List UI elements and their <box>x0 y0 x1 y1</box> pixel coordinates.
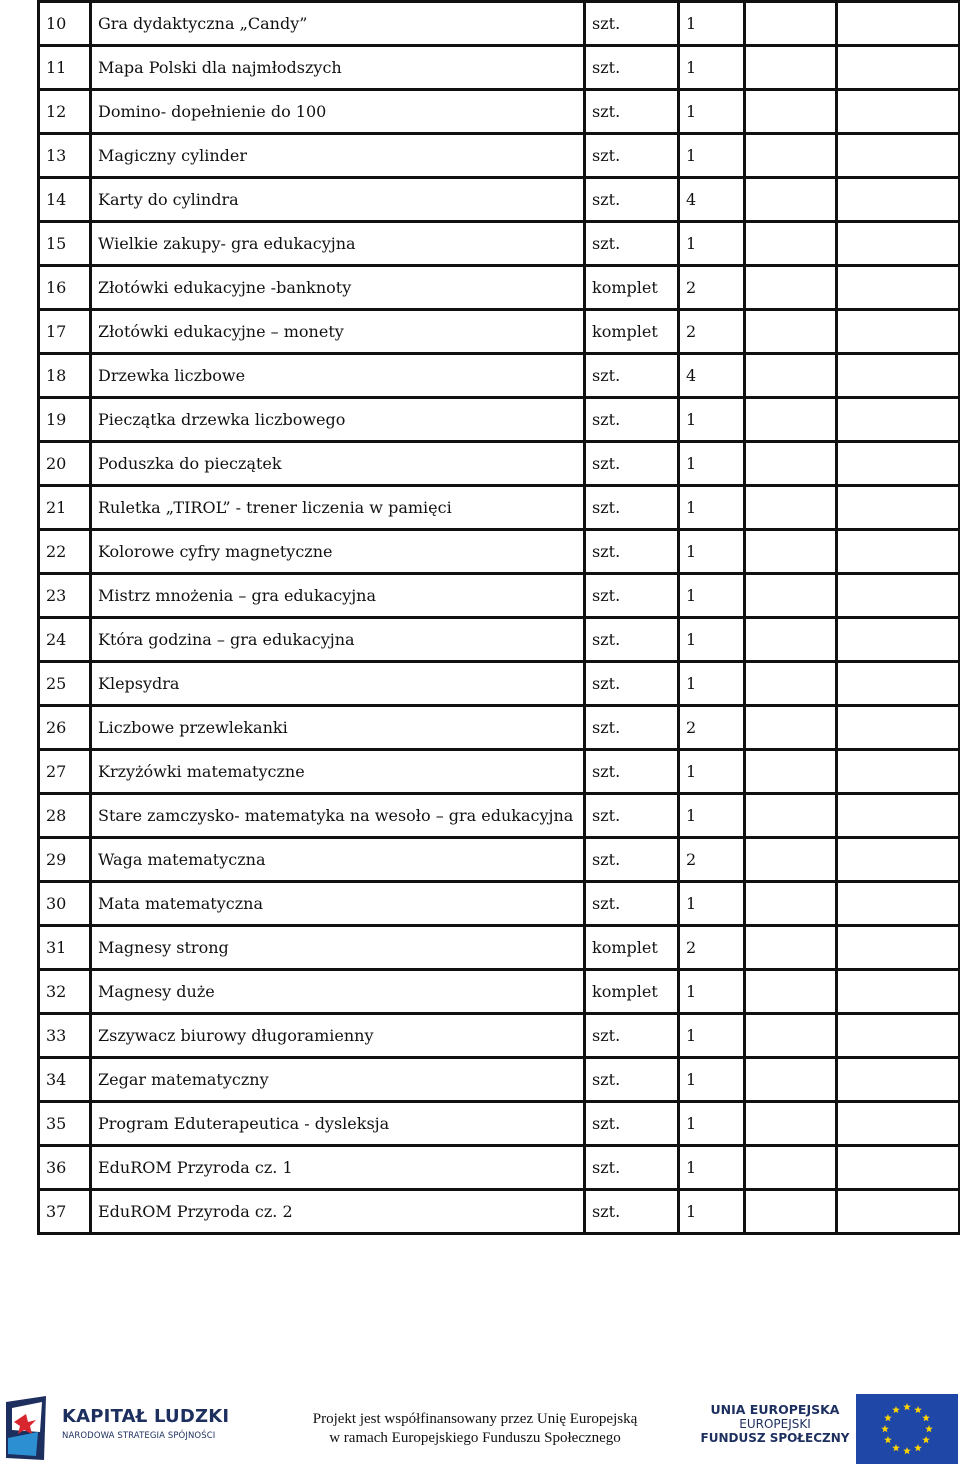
cell-empty <box>837 266 960 310</box>
funding-note <box>290 1410 660 1448</box>
cell-quantity: 1 <box>679 530 745 574</box>
table-row <box>39 750 960 794</box>
cell-empty <box>837 178 960 222</box>
cell-item-name: Pieczątka drzewka liczbowego <box>91 398 585 442</box>
cell-item-name: Gra dydaktyczna „Candy” <box>91 2 585 46</box>
cell-item-name: Klepsydra <box>91 662 585 706</box>
cell-empty <box>837 1190 960 1234</box>
cell-unit: szt. <box>585 90 679 134</box>
table-row <box>39 926 960 970</box>
cell-empty <box>745 882 837 926</box>
cell-unit: szt. <box>585 662 679 706</box>
cell-empty <box>837 1146 960 1190</box>
table-row <box>39 1146 960 1190</box>
funding-line-2: w ramach Europejskiego Funduszu Społecznego <box>329 1430 621 1446</box>
table-row <box>39 2 960 46</box>
eu-line-1: UNIA EUROPEJSKA <box>710 1402 840 1417</box>
cell-unit: szt. <box>585 838 679 882</box>
table-row <box>39 486 960 530</box>
cell-item-name: Wielkie zakupy- gra edukacyjna <box>91 222 585 266</box>
cell-number: 32 <box>39 970 91 1014</box>
cell-number: 31 <box>39 926 91 970</box>
cell-item-name: Domino- dopełnienie do 100 <box>91 90 585 134</box>
cell-item-name: Stare zamczysko- matematyka na wesoło – gra edukacyjna <box>91 794 585 838</box>
eu-fund-label <box>700 1402 850 1446</box>
cell-empty <box>745 706 837 750</box>
cell-unit: szt. <box>585 618 679 662</box>
cell-unit: szt. <box>585 750 679 794</box>
cell-item-name: Kolorowe cyfry magnetyczne <box>91 530 585 574</box>
cell-quantity: 2 <box>679 838 745 882</box>
cell-unit: szt. <box>585 794 679 838</box>
cell-number: 22 <box>39 530 91 574</box>
cell-quantity: 1 <box>679 134 745 178</box>
cell-item-name: Liczbowe przewlekanki <box>91 706 585 750</box>
cell-empty <box>745 1058 837 1102</box>
cell-empty <box>745 1014 837 1058</box>
cell-item-name: Mapa Polski dla najmłodszych <box>91 46 585 90</box>
table-row <box>39 90 960 134</box>
cell-empty <box>837 354 960 398</box>
cell-quantity: 2 <box>679 706 745 750</box>
cell-empty <box>745 134 837 178</box>
cell-quantity: 1 <box>679 90 745 134</box>
cell-quantity: 1 <box>679 398 745 442</box>
cell-number: 35 <box>39 1102 91 1146</box>
table-row <box>39 574 960 618</box>
cell-quantity: 1 <box>679 1014 745 1058</box>
cell-unit: szt. <box>585 1014 679 1058</box>
cell-number: 27 <box>39 750 91 794</box>
cell-empty <box>837 882 960 926</box>
cell-number: 25 <box>39 662 91 706</box>
cell-unit: szt. <box>585 486 679 530</box>
table-row <box>39 662 960 706</box>
table-row <box>39 134 960 178</box>
cell-empty <box>745 530 837 574</box>
cell-item-name: Złotówki edukacyjne – monety <box>91 310 585 354</box>
cell-unit: szt. <box>585 1102 679 1146</box>
cell-empty <box>745 1190 837 1234</box>
cell-item-name: Magnesy strong <box>91 926 585 970</box>
cell-unit: szt. <box>585 1190 679 1234</box>
cell-item-name: Mata matematyczna <box>91 882 585 926</box>
cell-quantity: 2 <box>679 926 745 970</box>
cell-quantity: 1 <box>679 1058 745 1102</box>
cell-number: 18 <box>39 354 91 398</box>
cell-quantity: 4 <box>679 178 745 222</box>
cell-empty <box>837 486 960 530</box>
table-row <box>39 794 960 838</box>
cell-item-name: Zszywacz biurowy długoramienny <box>91 1014 585 1058</box>
cell-item-name: Poduszka do pieczątek <box>91 442 585 486</box>
cell-empty <box>837 1058 960 1102</box>
table-row <box>39 1014 960 1058</box>
cell-empty <box>745 266 837 310</box>
cell-empty <box>745 46 837 90</box>
cell-item-name: Karty do cylindra <box>91 178 585 222</box>
cell-quantity: 1 <box>679 222 745 266</box>
cell-empty <box>837 618 960 662</box>
cell-quantity: 1 <box>679 618 745 662</box>
cell-number: 23 <box>39 574 91 618</box>
cell-item-name: EduROM Przyroda cz. 1 <box>91 1146 585 1190</box>
cell-empty <box>745 442 837 486</box>
cell-unit: szt. <box>585 2 679 46</box>
table-row <box>39 838 960 882</box>
items-table <box>37 0 960 1235</box>
cell-quantity: 2 <box>679 310 745 354</box>
cell-number: 10 <box>39 2 91 46</box>
cell-empty <box>837 46 960 90</box>
table-row <box>39 222 960 266</box>
cell-empty <box>745 90 837 134</box>
cell-empty <box>745 794 837 838</box>
table-row <box>39 882 960 926</box>
cell-empty <box>745 574 837 618</box>
table-row <box>39 442 960 486</box>
cell-unit: szt. <box>585 574 679 618</box>
cell-number: 37 <box>39 1190 91 1234</box>
kl-logo-subtitle: NARODOWA STRATEGIA SPÓJNOŚCI <box>62 1431 216 1441</box>
table-row <box>39 178 960 222</box>
cell-empty <box>837 222 960 266</box>
cell-number: 29 <box>39 838 91 882</box>
cell-item-name: Magnesy duże <box>91 970 585 1014</box>
cell-unit: komplet <box>585 266 679 310</box>
cell-empty <box>837 90 960 134</box>
kl-logo-title: KAPITAŁ LUDZKI <box>62 1406 230 1427</box>
table-row <box>39 618 960 662</box>
table-row <box>39 970 960 1014</box>
cell-empty <box>837 1102 960 1146</box>
cell-empty <box>745 178 837 222</box>
cell-empty <box>837 970 960 1014</box>
cell-quantity: 1 <box>679 442 745 486</box>
cell-empty <box>837 398 960 442</box>
cell-number: 17 <box>39 310 91 354</box>
cell-unit: komplet <box>585 970 679 1014</box>
cell-unit: komplet <box>585 310 679 354</box>
eu-line-3: FUNDUSZ SPOŁECZNY <box>700 1431 850 1445</box>
table-row <box>39 530 960 574</box>
cell-item-name: Krzyżówki matematyczne <box>91 750 585 794</box>
cell-quantity: 1 <box>679 486 745 530</box>
funding-line-1: Projekt jest współfinansowany przez Unię Europejską <box>312 1411 638 1427</box>
cell-number: 16 <box>39 266 91 310</box>
cell-empty <box>745 398 837 442</box>
cell-quantity: 1 <box>679 1190 745 1234</box>
cell-quantity: 1 <box>679 1102 745 1146</box>
table-row <box>39 706 960 750</box>
cell-quantity: 1 <box>679 2 745 46</box>
cell-unit: szt. <box>585 1146 679 1190</box>
cell-quantity: 2 <box>679 266 745 310</box>
cell-quantity: 1 <box>679 794 745 838</box>
cell-number: 15 <box>39 222 91 266</box>
cell-empty <box>837 926 960 970</box>
cell-empty <box>837 794 960 838</box>
table-row <box>39 398 960 442</box>
cell-unit: szt. <box>585 706 679 750</box>
cell-number: 33 <box>39 1014 91 1058</box>
cell-item-name: Waga matematyczna <box>91 838 585 882</box>
cell-number: 12 <box>39 90 91 134</box>
cell-unit: szt. <box>585 530 679 574</box>
cell-empty <box>745 618 837 662</box>
cell-number: 30 <box>39 882 91 926</box>
cell-empty <box>745 838 837 882</box>
cell-quantity: 4 <box>679 354 745 398</box>
eu-flag-icon <box>856 1394 958 1464</box>
table-row <box>39 46 960 90</box>
cell-unit: szt. <box>585 134 679 178</box>
cell-unit: szt. <box>585 1058 679 1102</box>
cell-unit: komplet <box>585 926 679 970</box>
cell-item-name: Drzewka liczbowe <box>91 354 585 398</box>
cell-unit: szt. <box>585 354 679 398</box>
cell-item-name: Która godzina – gra edukacyjna <box>91 618 585 662</box>
cell-empty <box>745 750 837 794</box>
table-row <box>39 1058 960 1102</box>
cell-empty <box>745 2 837 46</box>
table-row <box>39 1190 960 1234</box>
cell-quantity: 1 <box>679 970 745 1014</box>
cell-unit: szt. <box>585 46 679 90</box>
cell-number: 34 <box>39 1058 91 1102</box>
cell-item-name: Ruletka „TIROL” - trener liczenia w pamięci <box>91 486 585 530</box>
cell-unit: szt. <box>585 398 679 442</box>
cell-empty <box>745 310 837 354</box>
footer <box>0 1380 960 1471</box>
cell-quantity: 1 <box>679 46 745 90</box>
cell-empty <box>745 1102 837 1146</box>
cell-empty <box>837 442 960 486</box>
eu-line-2: EUROPEJSKI <box>739 1417 811 1431</box>
cell-item-name: Mistrz mnożenia – gra edukacyjna <box>91 574 585 618</box>
cell-item-name: EduROM Przyroda cz. 2 <box>91 1190 585 1234</box>
cell-quantity: 1 <box>679 882 745 926</box>
cell-item-name: Złotówki edukacyjne -banknoty <box>91 266 585 310</box>
cell-empty <box>837 134 960 178</box>
cell-quantity: 1 <box>679 1146 745 1190</box>
table-row <box>39 354 960 398</box>
cell-number: 11 <box>39 46 91 90</box>
cell-unit: szt. <box>585 222 679 266</box>
cell-unit: szt. <box>585 442 679 486</box>
table-row <box>39 1102 960 1146</box>
cell-item-name: Magiczny cylinder <box>91 134 585 178</box>
cell-empty <box>745 486 837 530</box>
cell-empty <box>837 838 960 882</box>
cell-empty <box>837 574 960 618</box>
cell-empty <box>837 310 960 354</box>
cell-empty <box>745 970 837 1014</box>
cell-empty <box>745 1146 837 1190</box>
cell-number: 24 <box>39 618 91 662</box>
cell-quantity: 1 <box>679 750 745 794</box>
cell-number: 13 <box>39 134 91 178</box>
cell-number: 21 <box>39 486 91 530</box>
cell-number: 20 <box>39 442 91 486</box>
items-table-body <box>39 2 960 1234</box>
cell-number: 28 <box>39 794 91 838</box>
kapital-ludzki-logo <box>4 1394 219 1464</box>
cell-empty <box>837 530 960 574</box>
cell-empty <box>837 706 960 750</box>
cell-empty <box>837 662 960 706</box>
cell-quantity: 1 <box>679 662 745 706</box>
cell-item-name: Zegar matematyczny <box>91 1058 585 1102</box>
cell-item-name: Program Eduterapeutica - dysleksja <box>91 1102 585 1146</box>
cell-number: 26 <box>39 706 91 750</box>
cell-empty <box>837 750 960 794</box>
table-row <box>39 310 960 354</box>
cell-empty <box>837 2 960 46</box>
cell-empty <box>745 926 837 970</box>
cell-empty <box>837 1014 960 1058</box>
cell-unit: szt. <box>585 178 679 222</box>
cell-unit: szt. <box>585 882 679 926</box>
cell-empty <box>745 222 837 266</box>
table-row <box>39 266 960 310</box>
cell-quantity: 1 <box>679 574 745 618</box>
cell-empty <box>745 662 837 706</box>
cell-number: 19 <box>39 398 91 442</box>
cell-empty <box>745 354 837 398</box>
cell-number: 36 <box>39 1146 91 1190</box>
cell-number: 14 <box>39 178 91 222</box>
